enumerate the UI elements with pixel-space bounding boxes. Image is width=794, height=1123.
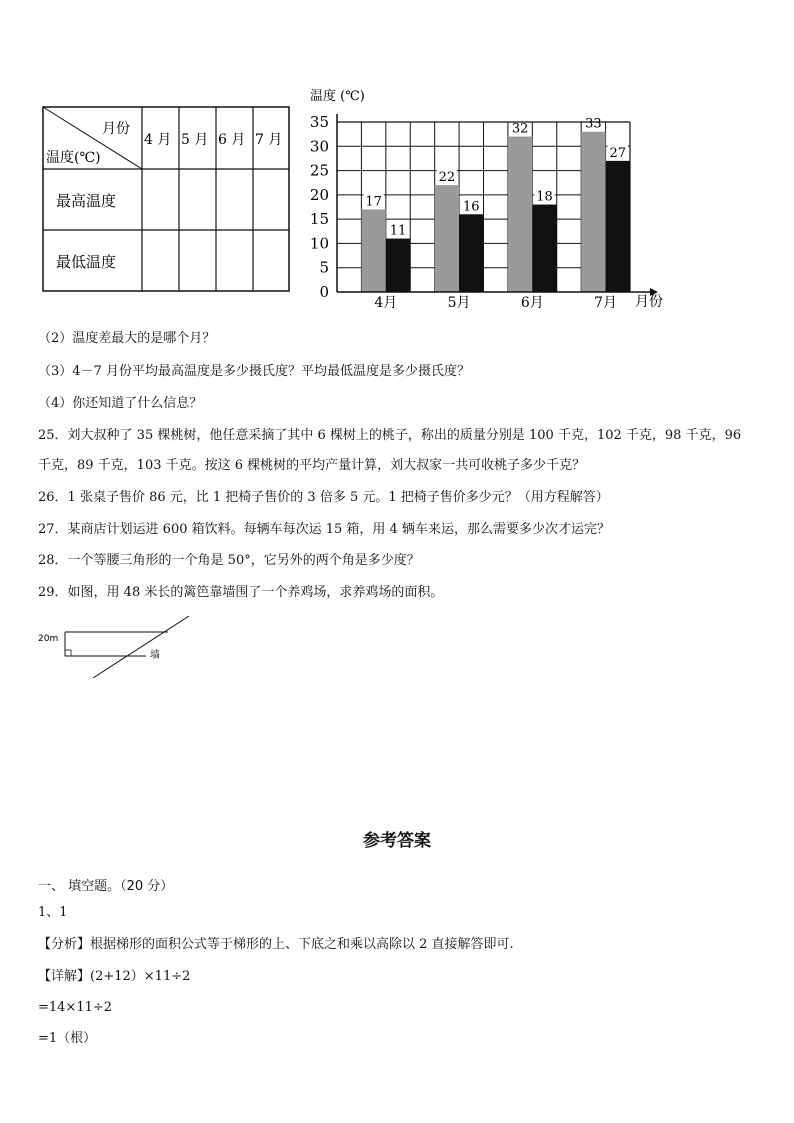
answer-title: 参考答案	[363, 831, 431, 851]
table-header-month: 4 月	[144, 132, 172, 148]
chart-data-label: 33	[585, 116, 602, 132]
wall-line	[93, 616, 189, 678]
chart-x-axis-label: 月份	[635, 294, 663, 310]
chart-data-label: 11	[389, 223, 407, 239]
chart-y-tick-label: 15	[309, 210, 329, 229]
wall-label: 墙	[150, 650, 160, 661]
question-25-line-2: 千克，89 千克，103 千克。按这 6 棵桃树的平均产量计算，刘大叔家一共可收桃子多少千克？	[38, 458, 586, 473]
answer-analysis: 【分析】根据梯形的面积公式等于梯形的上、下底之和乘以高除以 2 直接解答即可.	[38, 937, 514, 952]
question-25-line-1: 25．刘大叔种了 35 棵桃树，他任意采摘了其中 6 棵树上的桃子，称出的质量分别是 100 千克，102 千克，98 千克，96	[38, 428, 742, 443]
answer-detail: 【详解】(2+12）×11÷2	[38, 969, 191, 984]
temperature-table	[42, 106, 290, 292]
question-4: （4）你还知道了什么信息？	[38, 396, 203, 411]
answer-step-1: =14×11÷2	[38, 1000, 113, 1015]
question-3: （3）4－7 月份平均最高温度是多少摄氏度？平均最低温度是多少摄氏度？	[38, 364, 470, 379]
section-heading: 一、 填空题。（20 分）	[38, 879, 174, 894]
question-26: 26．1 张桌子售价 86 元，比 1 把椅子售价的 3 倍多 5 元。1 把椅子售价多少元？（用方程解答）	[38, 490, 609, 505]
chart-canvas	[300, 84, 670, 316]
table-header-month: 5 月	[181, 132, 209, 148]
chart-bar	[606, 161, 630, 292]
answer-step-2: =1（根）	[38, 1031, 97, 1046]
chart-x-tick-label: 5月	[447, 295, 471, 311]
chart-y-axis-label: 温度 (℃)	[310, 89, 365, 104]
temperature-table-grid	[42, 106, 290, 292]
chart-data-label: 27	[609, 145, 627, 161]
chart-y-tick-label: 35	[309, 113, 329, 131]
table-header-month: 7 月	[255, 132, 283, 148]
chart-bar	[459, 214, 483, 292]
question-28: 28．一个等腰三角形的一个角是 50°，它另外的两个角是多少度？	[38, 553, 420, 568]
chart-y-tick-label: 10	[309, 234, 329, 253]
chart-bar	[435, 185, 459, 292]
table-corner-temp: 温度(℃)	[46, 150, 101, 166]
chart-data-label: 16	[463, 199, 480, 215]
chart-bar	[386, 239, 410, 292]
chart-y-tick-label: 25	[309, 161, 329, 180]
question-27: 27．某商店计划运进 600 箱饮料。每辆车每次运 15 箱，用 4 辆车来运，那么需要多少次才运完？	[38, 522, 610, 537]
chart-bar	[508, 137, 532, 292]
chart-data-label: 18	[536, 189, 553, 205]
question-29: 29．如图，用 48 米长的篱笆靠墙围了一个养鸡场，求养鸡场的面积。	[38, 585, 444, 600]
fence-side-label: 20m	[38, 634, 59, 644]
chart-bar	[581, 132, 605, 292]
chart-x-tick-label: 6月	[520, 295, 544, 311]
chart-y-tick-label: 0	[319, 283, 329, 301]
chart-y-tick-label: 30	[309, 137, 329, 156]
answer-item-1: 1、1	[38, 905, 68, 920]
chart-data-label: 17	[365, 194, 382, 210]
chicken-coop-figure	[38, 612, 198, 684]
chart-x-tick-label: 4月	[374, 295, 398, 311]
temperature-bar-chart	[300, 84, 670, 316]
question-2: （2）温度差最大的是哪个月？	[38, 331, 216, 346]
chart-x-tick-label: 7月	[594, 295, 618, 311]
chart-bar	[361, 209, 385, 292]
table-header-month: 6 月	[218, 132, 246, 148]
table-row-label-max: 最高温度	[56, 192, 117, 210]
chart-y-tick-label: 20	[309, 185, 329, 204]
table-corner-month: 月份	[102, 121, 130, 137]
chart-y-tick-label: 5	[319, 258, 329, 277]
chart-data-label: 22	[438, 170, 456, 186]
chart-bar	[532, 205, 556, 292]
right-angle-mark	[65, 650, 71, 656]
chart-data-label: 32	[511, 121, 529, 137]
table-row-label-min: 最低温度	[56, 253, 117, 271]
chicken-coop-diagram	[38, 612, 198, 684]
